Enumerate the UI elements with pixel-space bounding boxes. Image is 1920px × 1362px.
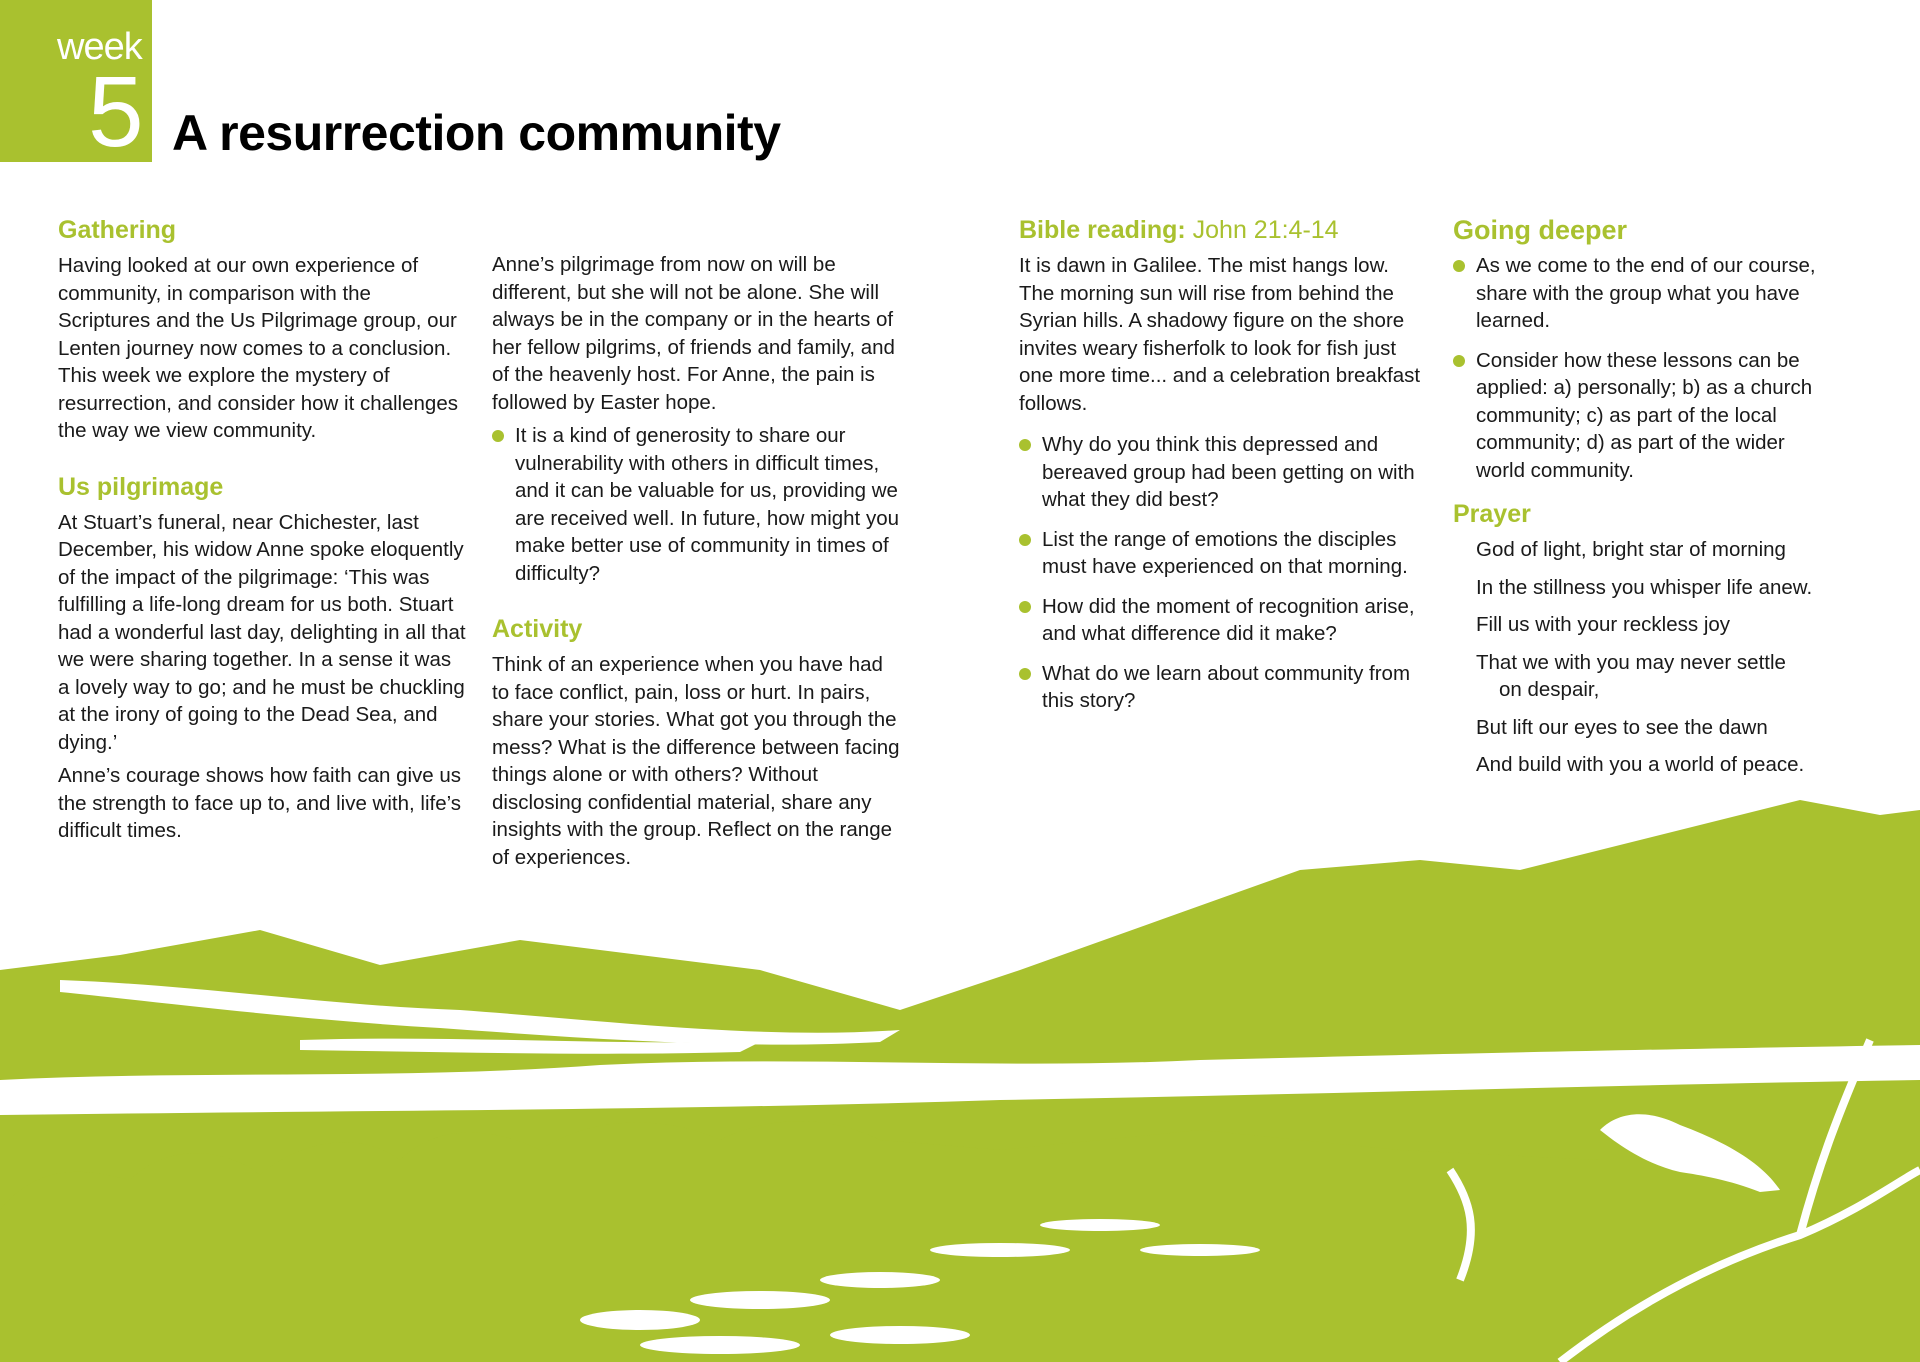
bible-reading-label: Bible reading:	[1019, 216, 1186, 244]
going-deeper-heading: Going deeper	[1453, 215, 1628, 245]
list-item-text: How did the moment of recognition arise, and what difference did it make?	[1042, 594, 1415, 645]
us-pilgrimage-heading: Us pilgrimage	[58, 472, 224, 501]
prayer-line-text: That we with you may never settle	[1476, 650, 1786, 674]
list-item-text: What do we learn about community from this story?	[1042, 661, 1411, 712]
gathering-heading: Gathering	[58, 216, 177, 244]
activity-text: Think of an experience when you have had to face conflict, pain, loss or hurt. In pairs, share your stories. What got you through the mess? What is the difference between facing things alone or with others? Without disclosing confidential material, share any insights with the group. Reflect on the range of experiences.	[492, 653, 900, 869]
week-number: 5	[88, 56, 144, 168]
bible-reading-text: It is dawn in Galilee. The mist hangs low. The morning sun will rise from behind the Syrian hills. A shadowy figure on the shore invites weary fisherfolk to look for fish just one more time... and a celebration breakfast follows.	[1019, 254, 1421, 415]
activity-heading: Activity	[492, 615, 583, 643]
week-badge	[0, 0, 152, 168]
prayer-line: But lift our eyes to see the dawn	[1476, 715, 1768, 739]
landscape-illustration	[0, 780, 1920, 1362]
bullet-icon	[492, 430, 504, 442]
gathering-text: Having looked at our own experience of community, in comparison with the Scriptures and the Us Pilgrimage group, our Lenten journey now comes to a conclusion. This week we explore the mystery of resurrection, and consider how it challenges the way we view community.	[58, 254, 458, 442]
column-3	[1019, 214, 1429, 727]
list-item	[492, 422, 902, 587]
list-item	[1019, 526, 1429, 581]
list-item-text: It is a kind of generosity to share our vulnerability with others in difficult times, and it can be valuable for us, providing we are received well. In future, how might you make better use of community in times of difficulty?	[515, 424, 899, 585]
list-item	[1019, 660, 1429, 715]
list-item-text: Why do you think this depressed and bereaved group had been getting on with what they did best?	[1042, 433, 1415, 511]
anne-text: Anne’s pilgrimage from now on will be different, but she will not be alone. She will always be in the company or in the hearts of her fellow pilgrims, of friends and family, and of the heavenly host. For Anne, the pain is followed by Easter hope.	[492, 253, 895, 414]
prayer-line: In the stillness you whisper life anew.	[1476, 575, 1813, 599]
list-item	[1019, 593, 1429, 648]
column-1	[58, 214, 468, 851]
prayer-line: And build with you a world of peace.	[1476, 753, 1805, 776]
prayer-heading: Prayer	[1453, 500, 1531, 528]
column-4	[1453, 214, 1833, 789]
prayer-line: God of light, bright star of morning	[1476, 538, 1786, 561]
list-item	[1453, 252, 1833, 335]
bullet-icon	[1019, 534, 1031, 546]
bullet-icon	[1019, 439, 1031, 451]
prayer-line	[1453, 649, 1833, 704]
prayer-line-continued: on despair,	[1499, 678, 1600, 701]
list-item-text: List the range of emotions the disciples must have experienced on that morning.	[1042, 527, 1408, 578]
prayer-line: Fill us with your reckless joy	[1476, 613, 1731, 636]
page-title: A resurrection community	[172, 105, 781, 161]
bible-reading-heading	[1019, 214, 1429, 246]
bullet-icon	[1019, 668, 1031, 680]
list-item	[1019, 431, 1429, 514]
bullet-icon	[1453, 355, 1465, 367]
us-pilgrimage-text: At Stuart’s funeral, near Chichester, last December, his widow Anne spoke eloquently of the impact of the pilgrimage: ‘This was fulfilling a life-long dream for us both. Stuart had a wonderful last day, delighting in all that we were sharing together. In a sense it was a lovely way to go; and he must be chuckling at the irony of going to the Dead Sea, and dying.’	[58, 510, 466, 754]
list-item	[1453, 347, 1833, 485]
week-label: week	[57, 26, 142, 68]
list-item-text: As we come to the end of our course, share with the group what you have learned.	[1476, 254, 1816, 332]
bullet-icon	[1019, 601, 1031, 613]
list-item-text: Consider how these lessons can be applied: a) personally; b) as a church community; c) as part of the local community; d) as part of the wider world community.	[1476, 348, 1813, 482]
bullet-icon	[1453, 260, 1465, 272]
bible-reference: John 21:4-14	[1192, 216, 1339, 244]
us-pilgrimage-text: Anne’s courage shows how faith can give us the strength to face up to, and live with, life’s difficult times.	[58, 764, 462, 842]
